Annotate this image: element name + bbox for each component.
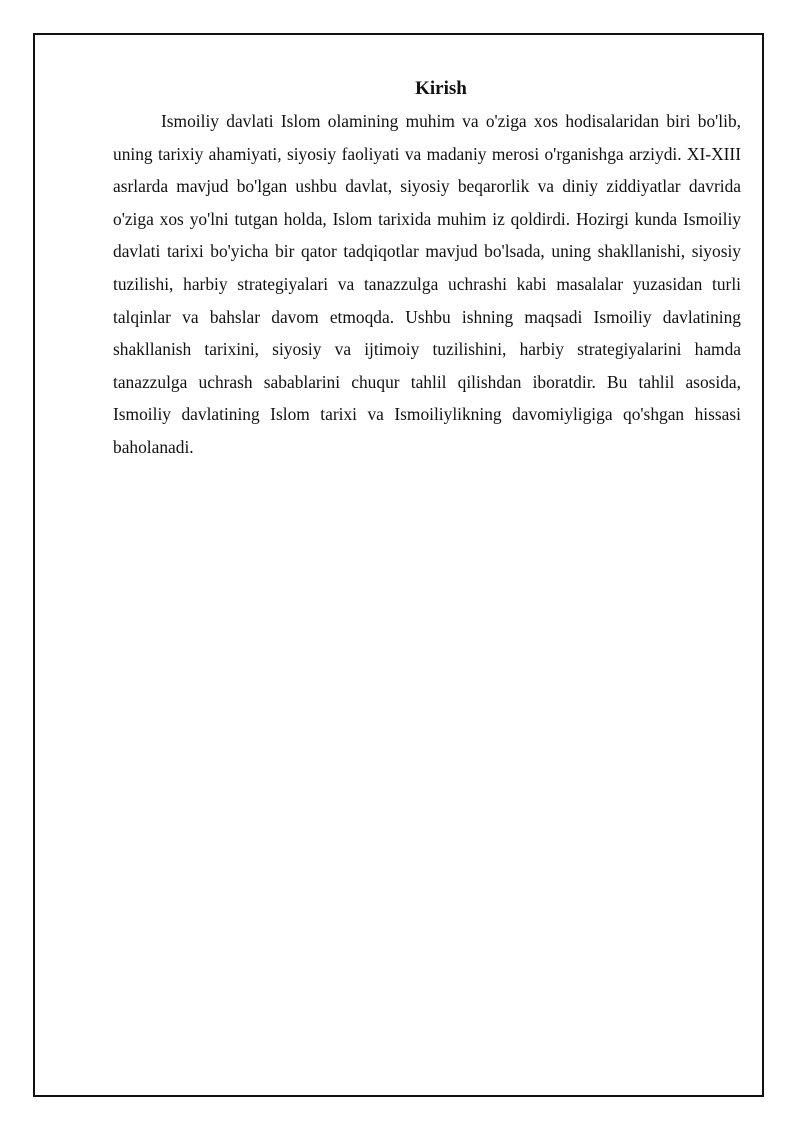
- section-heading: Kirish: [415, 78, 467, 99]
- document-body: [113, 72, 741, 464]
- body-paragraph: Ismoiliy davlati Islom olamining muhim va o'ziga xos hodisalaridan biri bo'lib, uning tarixiy ahamiyati, siyosiy faoliyati va madaniy merosi o'rganishga arziydi. XI-XIII asrlarda mavjud bo'lgan ushbu davlat, siyosiy beqarorlik va diniy ziddiyatlar davrida o'ziga xos yo'lni tutgan holda, Islom tarixida muhim iz qoldirdi. Hozirgi kunda Ismoiliy davlati tarixi bo'yicha bir qator tadqiqotlar mavjud bo'lsada, uning shakllanishi, siyosiy tuzilishi, harbiy strategiyalari va tanazzulga uchrashi kabi masalalar yuzasidan turli talqinlar va bahslar davom etmoqda. Ushbu ishning maqsadi Ismoiliy davlatining shakllanish tarixini, siyosiy va ijtimoiy tuzilishini, harbiy strategiyalarini hamda tanazzulga uchrash sabablarini chuqur tahlil qilishdan iboratdir. Bu tahlil asosida, Ismoiliy davlatining Islom tarixi va Ismoiliylikning davomiyligiga qo'shgan hissasi baholanadi.: [113, 111, 741, 457]
